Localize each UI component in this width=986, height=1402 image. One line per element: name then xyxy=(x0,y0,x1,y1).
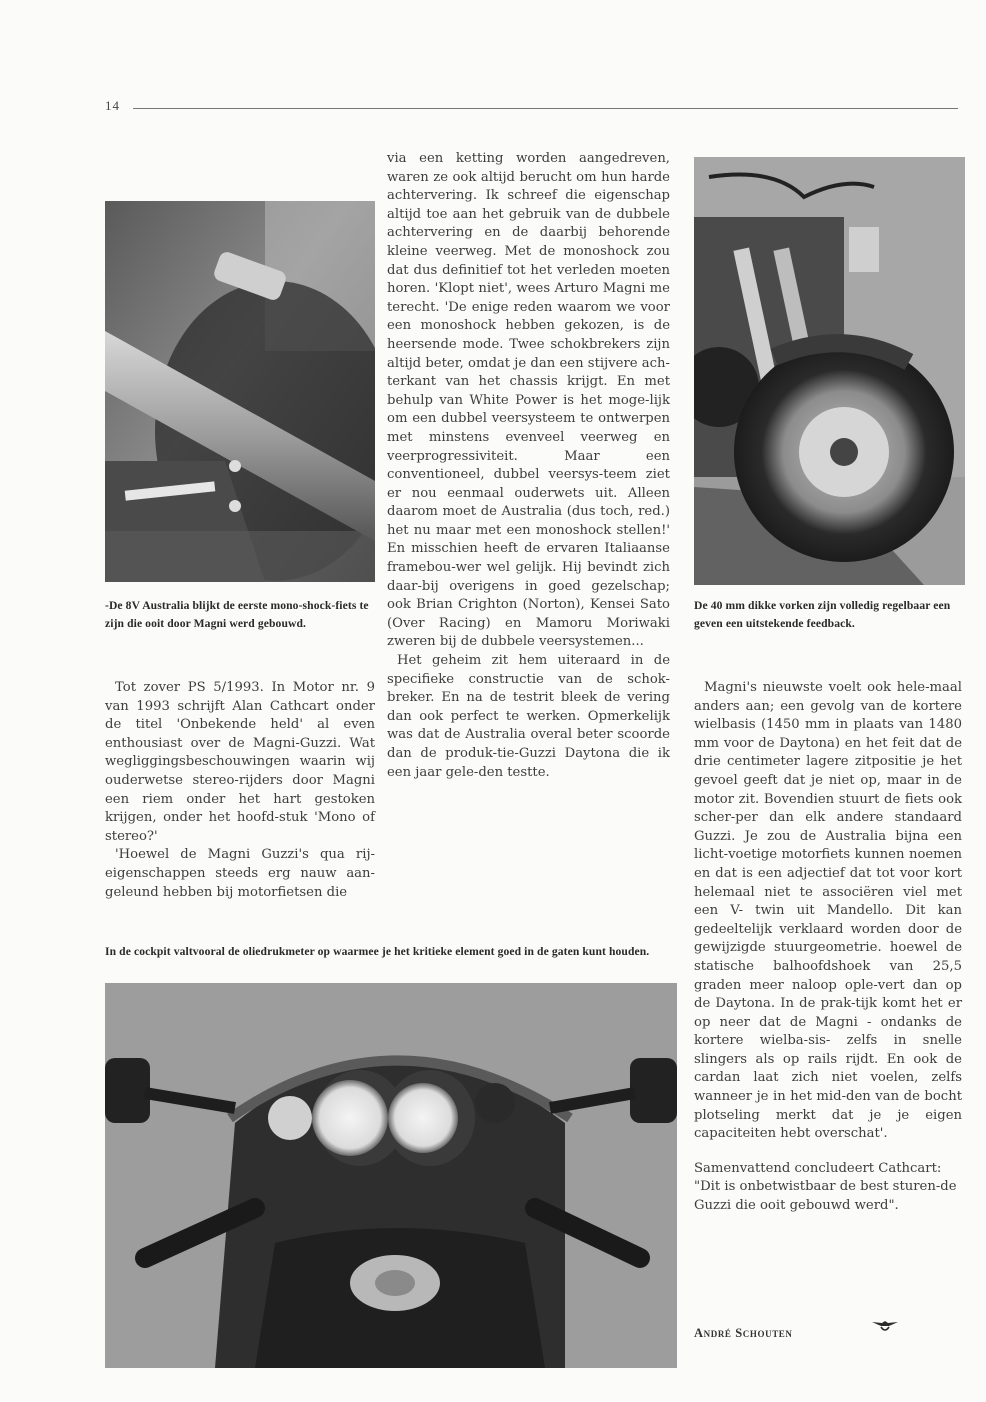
cockpit-photo xyxy=(105,983,677,1368)
paragraph: Het geheim zit hem uiteraard in de specifieke constructie van de schok-breker. En na de testrit bleek de vering dan ook perfect te werken. Opmerkelijk was dat de Australia overal beter scoorde dan de produk-tie-Guzzi Daytona die ik een jaar gele-den testte. xyxy=(387,653,670,780)
paragraph: Samenvattend concludeert Cathcart: "Dit is onbetwistbaar de best sturen-de Guzzi die ooit gebouwd werd". xyxy=(694,1160,957,1214)
middle-column xyxy=(387,150,670,782)
paragraph: Magni's nieuwste voelt ook hele-maal anders aan; een gevolg van de kortere wielbasis (1450 mm in plaats van 1480 mm voor de Daytona) en het feit dat de drie centimeter lagere zitpositie je het gevoel geeft dat je niet op, maar in de motor zit. Bovendien stuurt de fiets ook scher-per dan elk andere standaard Guzzi. Je zou de Australia bijna een licht-voetige motorfiets kunnen noemen en dat is een adjectief dat tot voor kort helemaal niet te associëren viel met een V- twin uit Mandello. Dit kan gedeeltelijk verklaard worden door de gewijzigde stuurgeometrie. hoewel de statische balhoofdshoek van 25,5 graden meer naloop ople-vert dan op de Daytona. In de prak-tijk komt het er op neer dat de Magni - ondanks de kortere wielba-sis- zelfs in snelle slingers als op rails rijdt. En ook de cardan laat zich niet voelen, zelfs wanneer je in het mid-den van de bocht plotseling merkt dat je je eigen capaciteiten hebt overschat'. xyxy=(694,680,962,1142)
rear-photo-caption: -De 8V Australia blijkt de eerste mono-shock-fiets te zijn die ooit door Magni werd gebouwd. xyxy=(105,599,369,630)
page-number: 14 xyxy=(105,98,120,113)
author-byline: André Schouten xyxy=(694,1326,793,1340)
cockpit-photo-caption: In de cockpit valtvooral de oliedrukmeter op waarmee je het kritieke element goed in de gaten kunt houden. xyxy=(105,945,650,958)
paragraph: via een ketting worden aangedreven, waren ze ook altijd berucht om hun harde achtervering. Ik schreef die eigenschap altijd toe aan het gebruik van de dubbele achtervering en de daarbij behorende kleine veerweg. Met de monoshock zou dat dus definitief tot het verleden moeten horen. 'Klopt niet', wees Arturo Magni me terecht. 'De enige reden waarom we voor een monoshock hebben gekozen, is de heersende mode. Twee schokbrekers zijn altijd beter, omdat je dan een stijvere ach-terkant van het chassis krijgt. En met behulp van White Power is het moge-lijk om een dubbel veersysteem te ontwerpen met minstens evenveel veerweg en veerprogressiviteit. Maar een conventioneel, dubbel veersys-teem ziet er nou eenmaal ouderwets uit. Alleen daarom moet de Australia (dus toch, red.) het nu maar met een monoshock stellen!' En misschien heeft de ervaren Italiaanse framebou-wer wel gelijk. Hij bevindt zich daar-bij overigens in goed gezelschap; ook Brian Crighton (Norton), Kensei Sato (Over Racing) en Mamoru Moriwaki zweren bij de dubbele veersystemen... xyxy=(387,151,670,650)
front-fork-photo xyxy=(694,157,965,585)
rear-suspension-photo xyxy=(105,201,375,582)
left-column xyxy=(105,679,375,902)
header-rule xyxy=(133,108,958,109)
paragraph: 'Hoewel de Magni Guzzi's qua rij-eigenschappen steeds erg nauw aan-geleund hebben bij motorfietsen die xyxy=(105,847,375,900)
winged-logo-icon xyxy=(872,1318,898,1332)
right-column xyxy=(694,679,962,1216)
front-photo-caption: De 40 mm dikke vorken zijn volledig regelbaar een geven een uitstekende feedback. xyxy=(694,599,951,630)
paragraph: Tot zover PS 5/1993. In Motor nr. 9 van 1993 schrijft Alan Cathcart onder de titel 'Onbekende held' al even enthousiast over de Magni-Guzzi. Wat wegliggingsbeschouwingen waarin wij ouderwetse stereo-rijders door Magni een riem onder het hart gestoken krijgen, onder het hoofd-stuk 'Mono of stereo?' xyxy=(105,680,375,844)
